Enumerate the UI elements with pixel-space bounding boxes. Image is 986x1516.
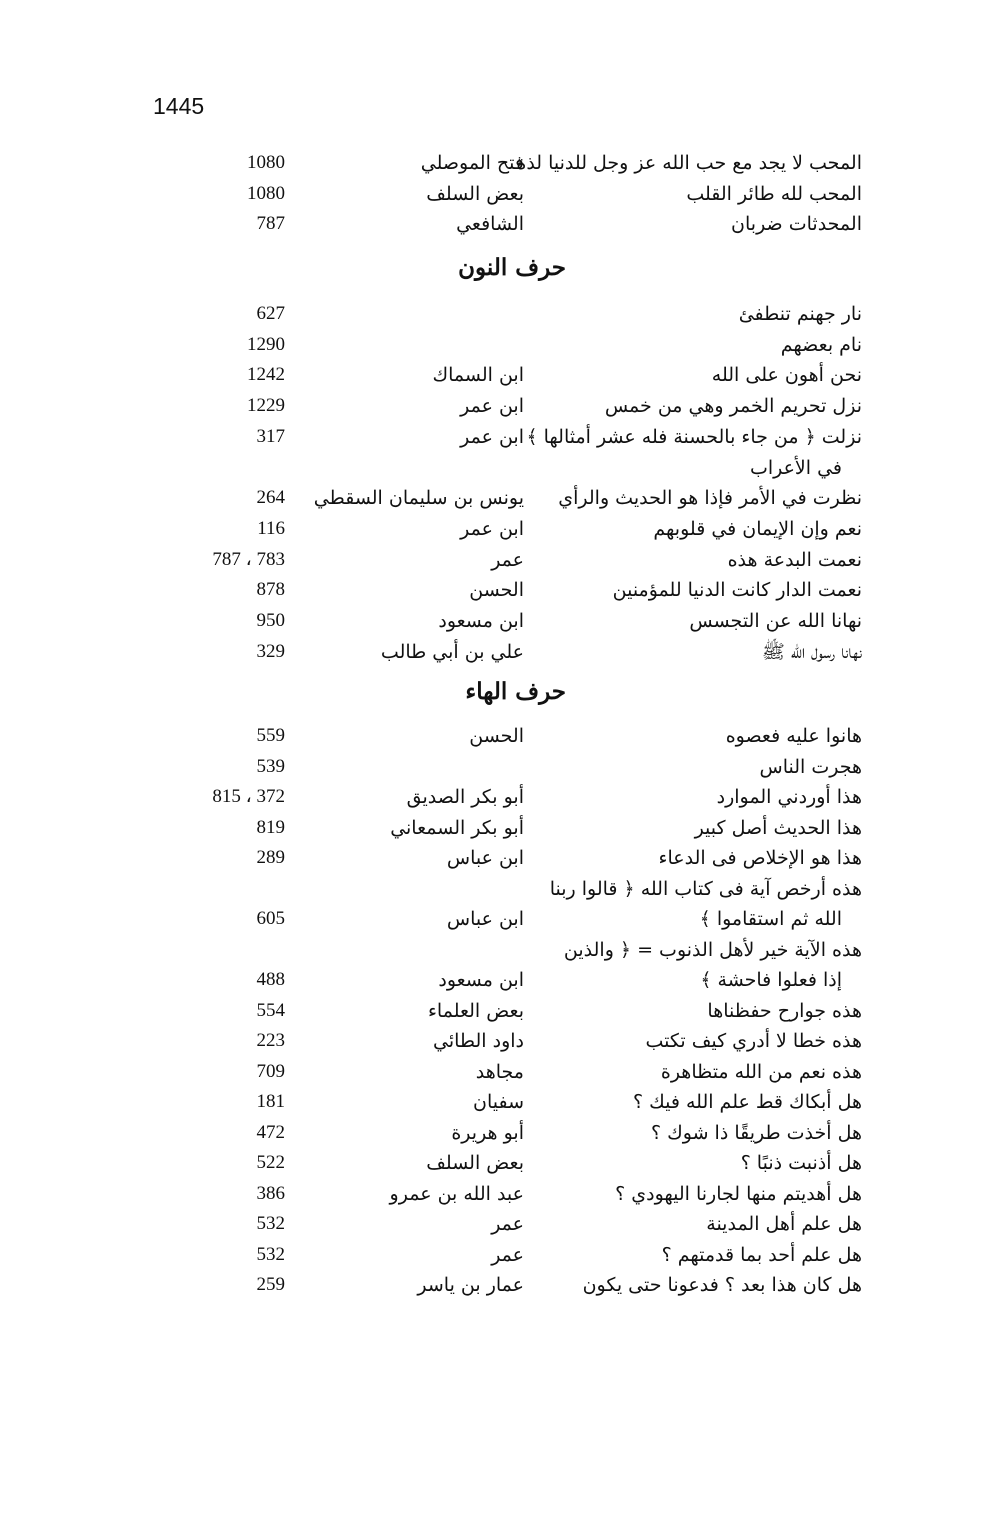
index-entry [0,1211,986,1241]
entry-pages: 709 [256,1060,285,1082]
entry-pages: 819 [256,816,285,838]
entry-pages: 522 [256,1152,285,1173]
entry-source: بعض العلماء [427,999,524,1022]
entry-pages: 317 [256,425,285,447]
index-entry [0,1028,986,1058]
entry-source: ابن عمر [460,395,524,418]
entry-text: في الأعراب [749,456,842,479]
entry-source: الشافعي [456,213,524,236]
entry-source: ابن عباس [446,908,524,930]
index-entry [0,485,986,515]
entry-pages: 488 [256,969,285,990]
entry-pages: 539 [256,755,285,777]
entry-text: هذا الحديث أصل كبير [694,816,862,839]
entry-text: إذا فعلوا فاحشة ﴾ [700,969,842,991]
index-entry [0,332,986,362]
entry-pages: 181 [256,1091,285,1112]
entry-pages: 532 [256,1243,285,1265]
entry-text: نزلت ﴿ من جاء بالحسنة فله عشر أمثالها ﴾ [526,425,862,448]
entry-pages: 627 [256,303,285,324]
entry-pages: 815 ، 372 [212,786,285,807]
entry-pages: 605 [256,908,285,929]
index-entry [0,815,986,845]
index-entry [0,455,986,485]
index-entry [0,1089,986,1119]
entry-source: مجاهد [475,1060,524,1083]
page-number: 1445 [153,93,205,119]
entry-source: بعض السلف [426,182,524,205]
entry-source: عمر [491,548,524,571]
entry-text: نهانا الله عن التجسس [689,610,862,632]
entry-source: علي بن أبي طالب [380,640,524,663]
entry-source: أبو هريرة [451,1121,524,1144]
entry-source: عمر [491,1243,524,1266]
entry-source: ابن مسعود [438,610,524,632]
index-entry [0,998,986,1028]
entry-pages: 289 [256,847,285,868]
entry-source: أبو بكر الصديق [406,786,524,808]
index-entry [0,1272,986,1302]
entry-source: ابن السماك [432,364,524,387]
index-entry [0,906,986,936]
entry-pages: 264 [256,487,285,509]
entry-text: نار جهنم تنطفئ [738,303,862,325]
index-entry [0,181,986,211]
entry-pages: 787 [256,213,285,235]
entry-text: نعمت الدار كانت الدنيا للمؤمنين [612,579,862,602]
index-entry [0,845,986,875]
index-entry [0,150,986,180]
entry-source: عمار بن ياسر [417,1274,524,1296]
entry-pages: 259 [256,1274,285,1295]
entry-pages: 116 [257,517,285,539]
entry-text: هذه نعم من الله متظاهرة [660,1060,862,1083]
index-entry [0,1181,986,1211]
entry-text: هل أخذت طريقًا ذا شوك ؟ [650,1121,862,1144]
entry-text: هذه جوارح حفظناها [707,999,862,1022]
entry-pages: 1242 [247,364,285,386]
entry-source: ابن عمر [460,425,524,448]
entry-pages: 1229 [247,395,285,417]
entry-text: هذه الآية خير لأهل الذنوب = ﴿ والذين [563,938,862,961]
entry-pages: 554 [256,999,285,1021]
index-entry [0,1059,986,1089]
entry-text: المحدثات ضربان [731,213,862,236]
index-entry [0,1242,986,1272]
index-entry [0,754,986,784]
entry-source: داود الطائي [433,1030,524,1052]
index-entry [0,393,986,423]
entry-text: هل علم أحد بما قدمتهم ؟ [661,1243,862,1266]
index-entry [0,784,986,814]
entry-source: ابن عمر [460,517,524,540]
entry-pages: 532 [256,1213,285,1234]
entry-pages: 787 ، 783 [212,548,285,570]
section-heading: حرف النون [458,254,566,281]
entry-text: المحب لا يجد مع حب الله عز وجل للدنيا لذة [516,152,862,174]
entry-source: ابن عباس [446,847,524,869]
entry-source: بعض السلف [426,1152,524,1174]
entry-source: يونس بن سليمان السقطي [313,487,524,510]
entry-text: نهانا رسول الله ﷺ [761,640,862,663]
entry-text: هل علم أهل المدينة [706,1213,862,1235]
entry-text: هذه خطا لا أدري كيف تكتب [645,1030,862,1052]
entry-pages: 559 [256,725,285,746]
entry-pages: 1080 [247,152,285,173]
index-entry [0,608,986,638]
entry-pages: 329 [256,640,285,662]
entry-text: هذه أرخص آية فى كتاب الله ﴿ قالوا ربنا [549,877,862,900]
entry-text: نظرت في الأمر فإذا هو الحديث والرأي [558,487,862,510]
index-entry [0,516,986,546]
entry-pages: 223 [256,1030,285,1051]
index-entry [0,424,986,454]
entry-source: عبد الله بن عمرو [389,1182,524,1205]
entry-text: هانوا عليه فعصوه [725,725,862,747]
entry-text: هل أبكاك قط علم الله فيك ؟ [632,1091,862,1113]
entry-source: الحسن [469,725,524,747]
section-heading: حرف الهاء [465,678,566,705]
entry-text: الله ثم استقاموا ﴾ [699,908,842,930]
index-entry [0,211,986,241]
entry-source: عمر [491,1213,524,1235]
entry-pages: 1290 [247,333,285,355]
entry-text: هل أهديتم منها لجارنا اليهودي ؟ [615,1182,862,1205]
entry-pages: 386 [256,1182,285,1204]
entry-text: المحب لله طائر القلب [686,182,862,205]
entry-text: نزل تحريم الخمر وهي من خمس [604,395,862,418]
index-entry [0,723,986,753]
entry-pages: 950 [256,610,285,631]
entry-text: هذا أوردني الموارد [716,786,862,808]
index-entry [0,937,986,967]
entry-pages: 1080 [247,182,285,204]
entry-text: نعم وإن الإيمان في قلوبهم [653,517,862,540]
entry-source: ابن مسعود [438,969,524,991]
entry-source: فتح الموصلي [420,152,524,174]
index-entry [0,1150,986,1180]
entry-text: هل أذنبت ذنبًا ؟ [740,1152,862,1174]
entry-text: هذا هو الإخلاص فى الدعاء [658,847,862,869]
entry-text: نعمت البدعة هذه [727,548,862,571]
entry-source: سفيان [472,1091,524,1113]
index-entry [0,876,986,906]
entry-text: نحن أهون على الله [711,364,862,387]
entry-text: نام بعضهم [780,333,862,356]
index-entry [0,577,986,607]
entry-source: أبو بكر السمعاني [390,816,524,839]
entry-text: هجرت الناس [759,755,862,778]
index-entry [0,639,986,669]
entry-source: الحسن [469,579,524,602]
index-entry [0,362,986,392]
index-entry [0,1120,986,1150]
entry-pages: 878 [256,579,285,601]
index-entry [0,301,986,331]
entry-pages: 472 [256,1121,285,1143]
index-entry [0,967,986,997]
entry-text: هل كان هذا بعد ؟ فدعونا حتى يكون [582,1274,862,1296]
index-entry [0,547,986,577]
